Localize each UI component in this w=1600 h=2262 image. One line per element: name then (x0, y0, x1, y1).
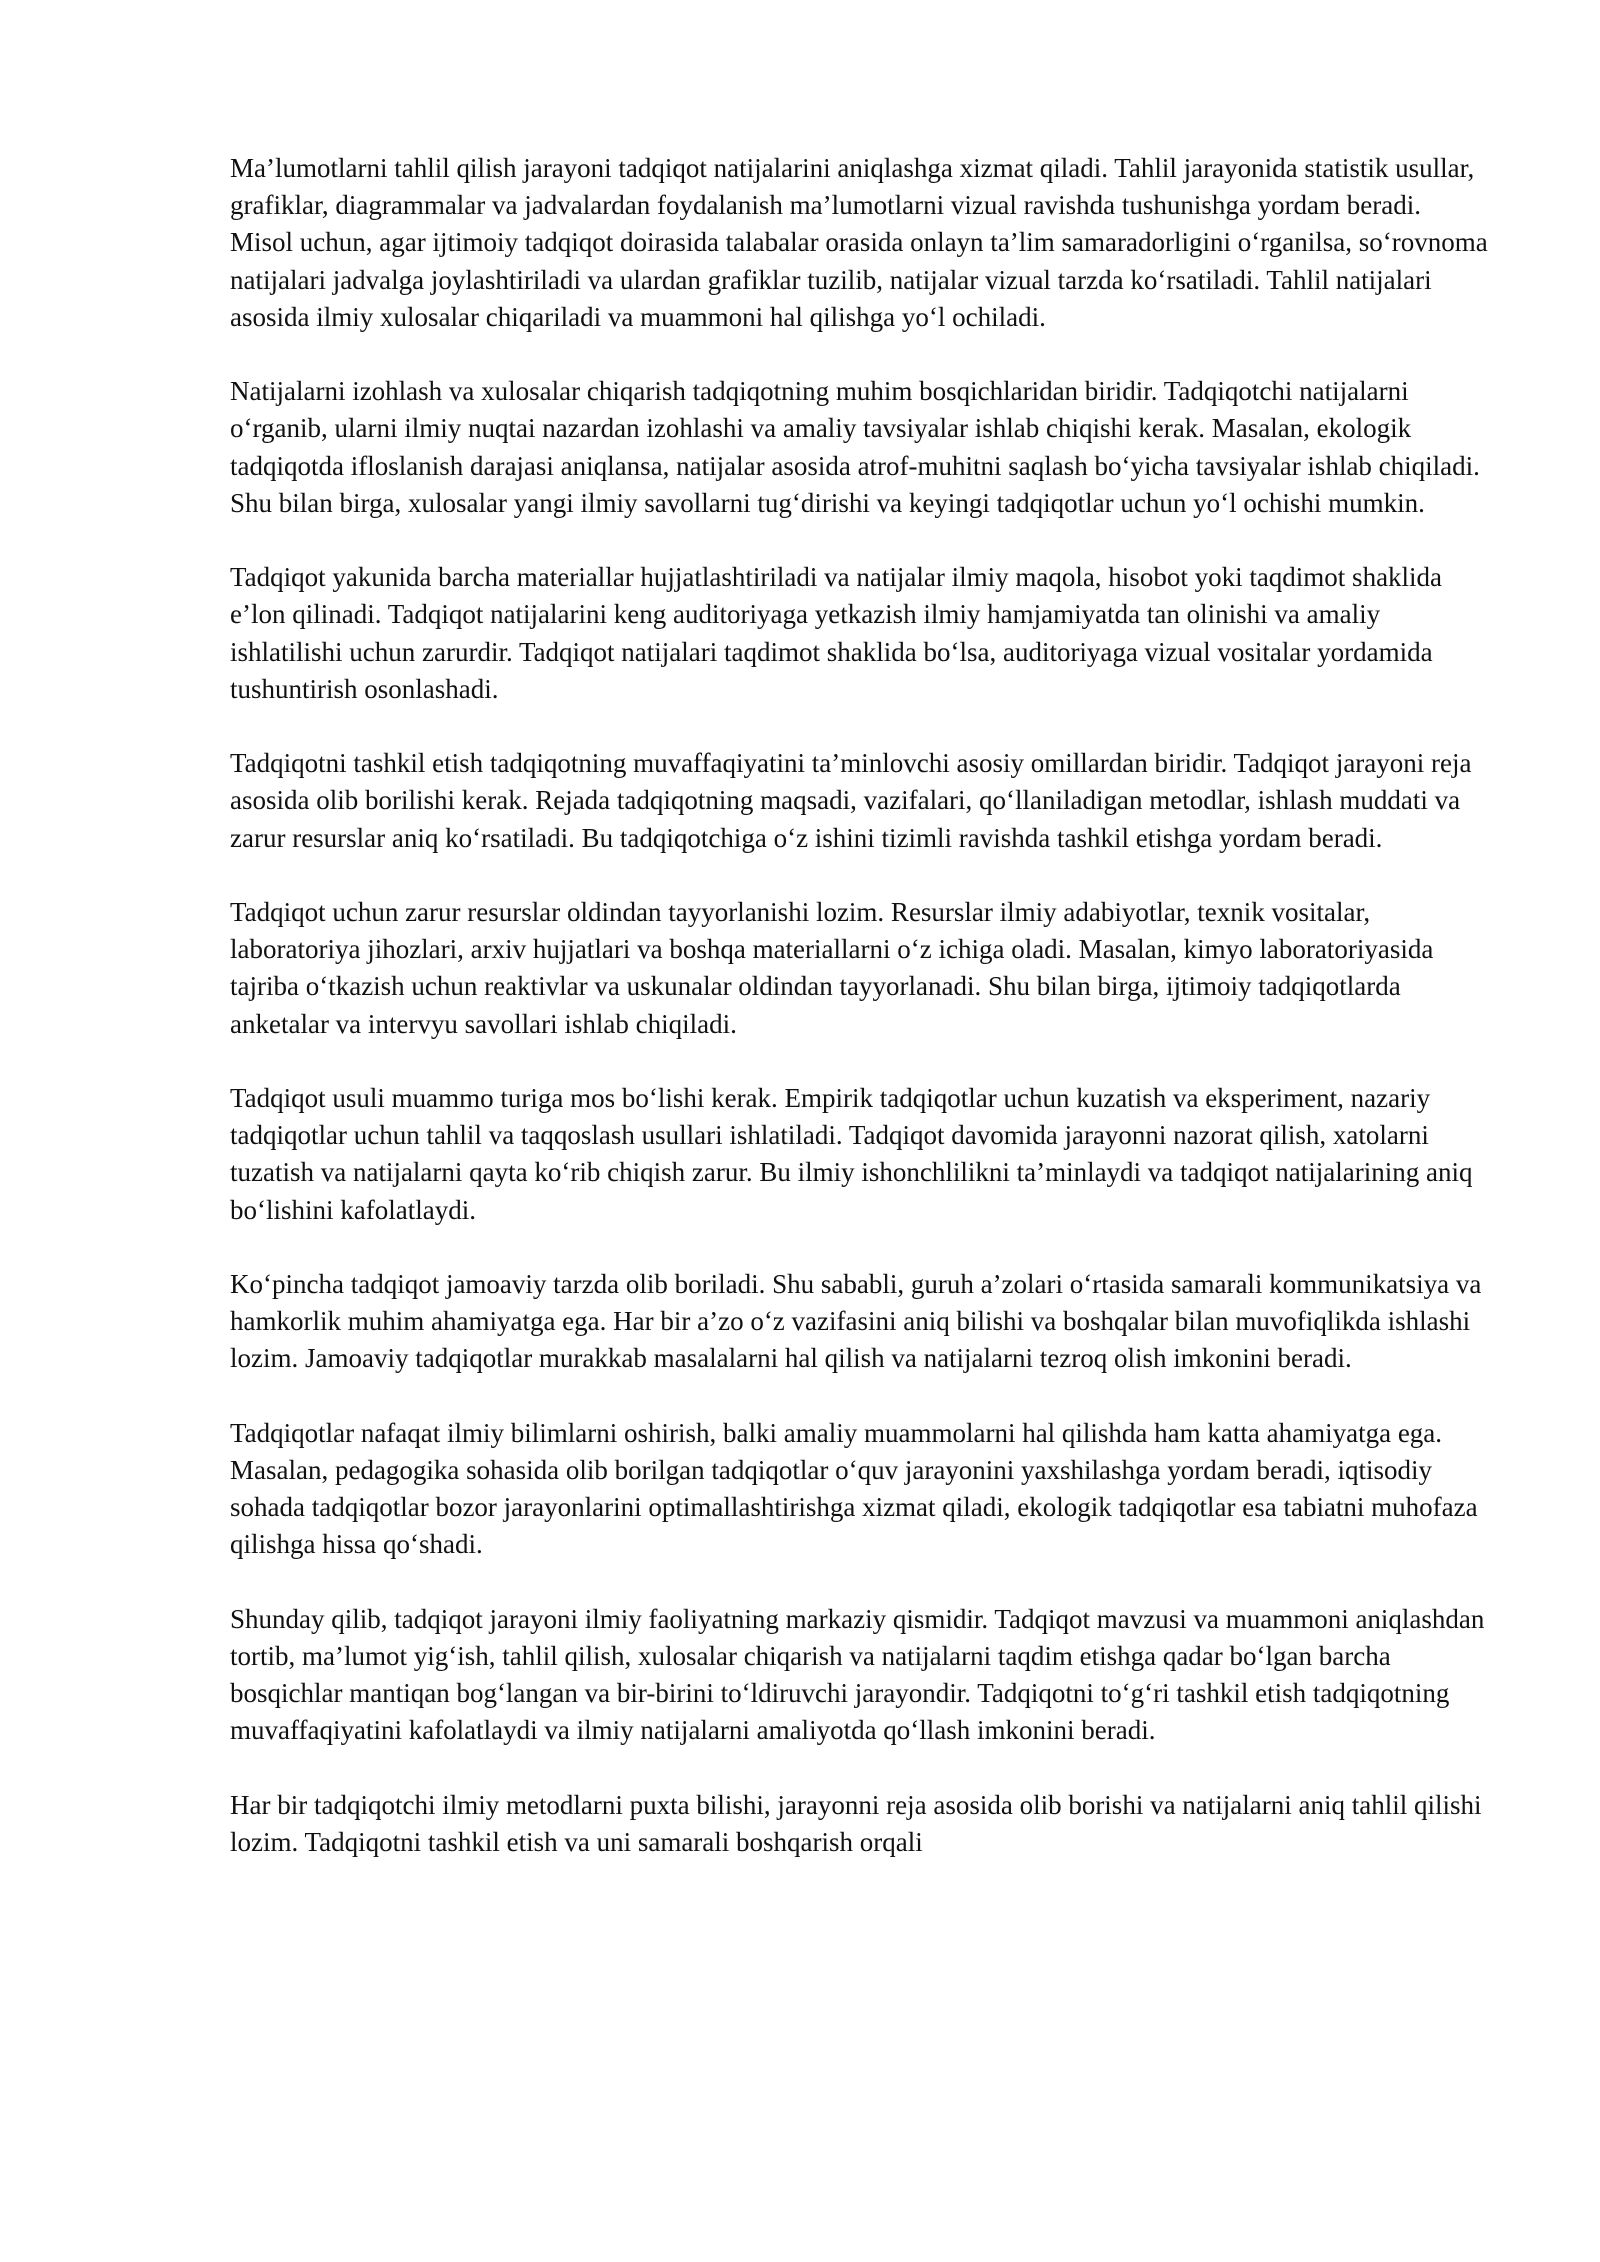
paragraph-teamwork: Ko‘pincha tadqiqot jamoaviy tarzda olib boriladi. Shu sababli, guruh a’zolari o‘rtasida samarali kommunikatsiya va hamkorlik muhim ahamiyatga ega. Har bir a’zo o‘z vazifasini aniq bilishi va boshqalar bilan muvofiqlikda ishlashi lozim. Jamoaviy tadqiqotlar murakkab masalalarni hal qilish va natijalarni tezroq olish imkonini beradi. (230, 1269, 1482, 1374)
paragraph-resources: Tadqiqot uchun zarur resurslar oldindan tayyorlanishi lozim. Resurslar ilmiy adabiyotlar, texnik vositalar, laboratoriya jihozlari, arxiv hujjatlari va boshqa materiallarni o‘z ichiga oladi. Masalan, kimyo laboratoriyasida tajriba o‘tkazish uchun reaktivlar va uskunalar oldindan tayyorlanadi. Shu bilan birga, ijtimoiy tadqiqotlarda anketalar va intervyu savollari ishlab chiqiladi. (230, 897, 1434, 1039)
paragraph-organization: Tadqiqotni tashkil etish tadqiqotning muvaffaqiyatini ta’minlovchi asosiy omillardan biridir. Tadqiqot jarayoni reja asosida olib borilishi kerak. Rejada tadqiqotning maqsadi, vazifalari, qo‘llaniladigan metodlar, ishlash muddati va zarur resurslar aniq ko‘rsatiladi. Bu tadqiqotchiga o‘z ishini tizimli ravishda tashkil etishga yordam beradi. (230, 748, 1472, 853)
paragraph-data-analysis: Ma’lumotlarni tahlil qilish jarayoni tadqiqot natijalarini aniqlashga xizmat qiladi. Tahlil jarayonida statistik usullar, grafiklar, diagrammalar va jadvalardan foydalanish ma’lumotlarni vizual ravishda tushunishga yordam beradi. Misol uchun, agar ijtimoiy tadqiqot doirasida talabalar orasida onlayn ta’lim samaradorligini o‘rganilsa, so‘rovnoma natijalari jadvalga joylashtiriladi va ulardan grafiklar tuzilib, natijalar vizual tarzda ko‘rsatiladi. Tahlil natijalari asosida ilmiy xulosalar chiqariladi va muammoni hal qilishga yo‘l ochiladi. (230, 153, 1488, 332)
paragraph-interpretation: Natijalarni izohlash va xulosalar chiqarish tadqiqotning muhim bosqichlaridan biridir. Tadqiqotchi natijalarni o‘rganib, ularni ilmiy nuqtai nazardan izohlashi va amaliy tavsiyalar ishlab chiqishi kerak. Masalan, ekologik tadqiqotda ifloslanish darajasi aniqlansa, natijalar asosida atrof-muhitni saqlash bo‘yicha tavsiyalar ishlab chiqiladi. Shu bilan birga, xulosalar yangi ilmiy savollarni tug‘dirishi va keyingi tadqiqotlar uchun yo‘l ochishi mumkin. (230, 376, 1480, 518)
document-body (230, 150, 1490, 1861)
paragraph-methods: Tadqiqot usuli muammo turiga mos bo‘lishi kerak. Empirik tadqiqotlar uchun kuzatish va eksperiment, nazariy tadqiqotlar uchun tahlil va taqqoslash usullari ishlatiladi. Tadqiqot davomida jarayonni nazorat qilish, xatolarni tuzatish va natijalarni qayta ko‘rib chiqish zarur. Bu ilmiy ishonchlilikni ta’minlaydi va tadqiqot natijalarining aniq bo‘lishini kafolatlaydi. (230, 1083, 1473, 1225)
paragraph-significance: Tadqiqotlar nafaqat ilmiy bilimlarni oshirish, balki amaliy muammolarni hal qilishda ham katta ahamiyatga ega. Masalan, pedagogika sohasida olib borilgan tadqiqotlar o‘quv jarayonini yaxshilashga yordam beradi, iqtisodiy sohada tadqiqotlar bozor jarayonlarini optimallashtirishga xizmat qiladi, ekologik tadqiqotlar esa tabiatni muhofaza qilishga hissa qo‘shadi. (230, 1417, 1478, 1560)
paragraph-conclusion: Shunday qilib, tadqiqot jarayoni ilmiy faoliyatning markaziy qismidir. Tadqiqot mavzusi va muammoni aniqlashdan tortib, ma’lumot yig‘ish, tahlil qilish, xulosalar chiqarish va natijalarni taqdim etishga qadar bo‘lgan barcha bosqichlar mantiqan bog‘langan va bir-birini to‘ldiruvchi jarayondir. Tadqiqotni to‘g‘ri tashkil etish tadqiqotning muvaffaqiyatini kafolatlaydi va ilmiy natijalarni amaliyotda qo‘llash imkonini beradi. (230, 1603, 1485, 1746)
paragraph-documentation: Tadqiqot yakunida barcha materiallar hujjatlashtiriladi va natijalar ilmiy maqola, hisobot yoki taqdimot shaklida e’lon qilinadi. Tadqiqot natijalarini keng auditoriyaga yetkazish ilmiy hamjamiyatda tan olinishi va amaliy ishlatilishi uchun zarurdir. Tadqiqot natijalari taqdimot shaklida bo‘lsa, auditoriyaga vizual vositalar yordamida tushuntirish osonlashadi. (230, 562, 1443, 704)
paragraph-final: Har bir tadqiqotchi ilmiy metodlarni puxta bilishi, jarayonni reja asosida olib borishi va natijalarni aniq tahlil qilishi lozim. Tadqiqotni tashkil etish va uni samarali boshqarish orqali (230, 1789, 1482, 1857)
